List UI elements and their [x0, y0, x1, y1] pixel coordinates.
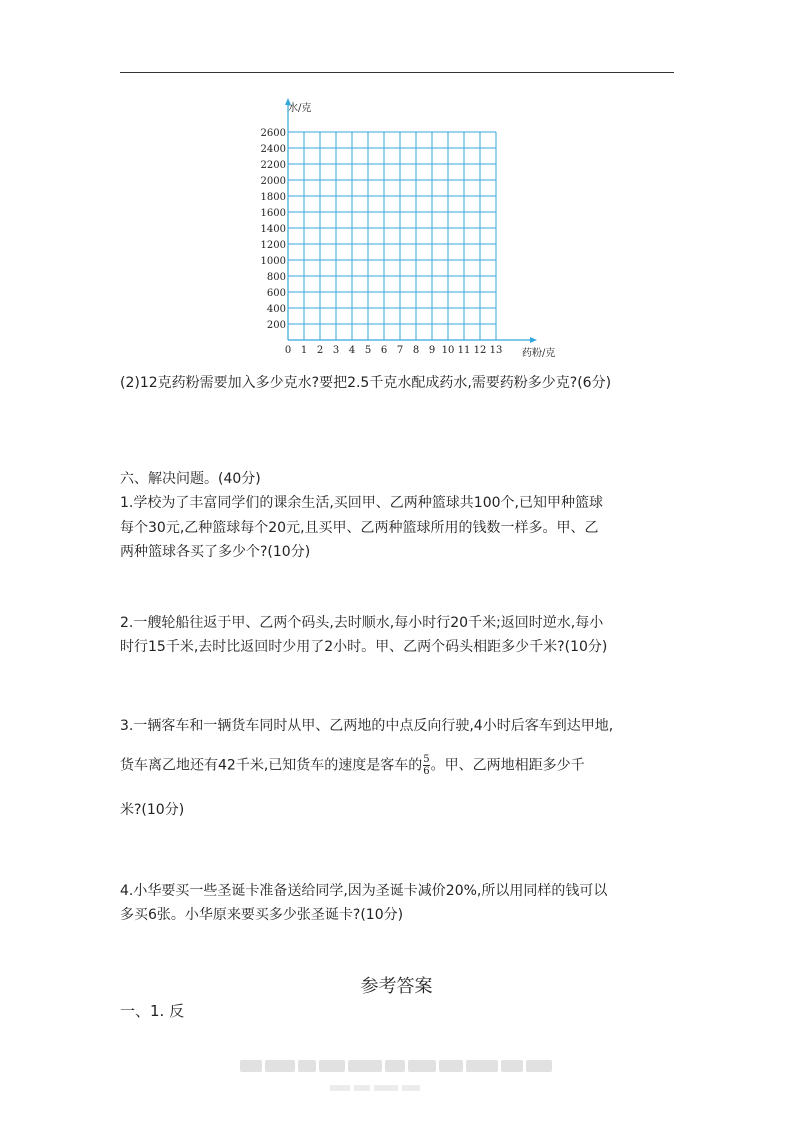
question-3-line-3: 米?(10分)	[120, 802, 185, 818]
y-tick-label: 2000	[260, 176, 286, 187]
axes	[285, 98, 537, 343]
y-tick-label: 1800	[260, 192, 286, 203]
x-tick-label: 5	[364, 345, 372, 356]
question-4-line-1: 4.小华要买一些圣诞卡准备送给同学,因为圣诞卡减价20%,所以用同样的钱可以	[120, 883, 608, 899]
x-tick-label: 0	[284, 345, 292, 356]
x-tick-label: 10	[441, 345, 455, 356]
fraction-numerator: 5	[423, 754, 430, 765]
y-tick-label: 600	[266, 288, 286, 299]
question-1-line-1: 1.学校为了丰富同学们的课余生活,买回甲、乙两种篮球共100个,已知甲种篮球	[120, 495, 603, 511]
question-3-line-2	[120, 754, 585, 777]
x-axis-label: 药粉/克	[522, 348, 556, 359]
top-rule	[120, 72, 674, 73]
question-4-line-2: 多买6张。小华原来要买多少张圣诞卡?(10分)	[120, 907, 404, 923]
y-tick-label: 1000	[260, 256, 286, 267]
section-6-heading: 六、解决问题。(40分)	[120, 471, 261, 487]
question-3-line-1: 3.一辆客车和一辆货车同时从甲、乙两地的中点反向行驶,4小时后客车到达甲地,	[120, 718, 614, 734]
answers-title: 参考答案	[360, 976, 433, 997]
question-1-line-2: 每个30元,乙种篮球每个20元,且买甲、乙两种篮球所用的钱数一样多。甲、乙	[120, 520, 599, 536]
question-1-line-3: 两种篮球各买了多少个?(10分)	[120, 544, 311, 560]
question-2-part: (2)12克药粉需要加入多少克水?要把2.5千克水配成药水,需要药粉多少克?(6分)	[120, 375, 612, 391]
y-tick-label: 200	[266, 320, 286, 331]
x-tick-label: 4	[348, 345, 356, 356]
question-2-line-2: 时行15千米,去时比返回时少用了2小时。甲、乙两个码头相距多少千米?(10分)	[120, 639, 608, 655]
x-tick-label: 12	[473, 345, 487, 356]
y-tick-label: 800	[266, 272, 286, 283]
y-tick-label: 1400	[260, 224, 286, 235]
x-tick-label: 6	[380, 345, 388, 356]
x-tick-label: 7	[396, 345, 404, 356]
fraction-five-sixths	[423, 754, 429, 777]
x-tick-labels	[285, 345, 503, 356]
blurred-footer-subtext	[330, 1076, 470, 1084]
x-tick-label: 11	[457, 345, 471, 356]
x-tick-label: 1	[300, 345, 308, 356]
question-3-line-2-before: 货车离乙地还有42千米,已知货车的速度是客车的	[120, 757, 423, 774]
x-tick-label: 2	[316, 345, 324, 356]
y-tick-label: 1600	[260, 208, 286, 219]
y-tick-label: 2200	[260, 160, 286, 171]
coordinate-grid-chart	[240, 95, 580, 365]
grid-lines	[288, 132, 496, 340]
fraction-denominator: 6	[423, 766, 430, 777]
x-tick-label: 3	[332, 345, 340, 356]
y-tick-label: 2600	[260, 128, 286, 139]
x-axis-arrow	[530, 337, 537, 343]
y-tick-label: 1200	[260, 240, 286, 251]
y-tick-label: 400	[266, 304, 286, 315]
x-tick-label: 8	[412, 345, 420, 356]
y-tick-label: 2400	[260, 144, 286, 155]
x-tick-label: 13	[489, 345, 503, 356]
question-3-line-2-after: 。甲、乙两地相距多少千	[430, 757, 585, 774]
y-axis-label: 水/克	[288, 103, 312, 114]
y-tick-labels	[261, 128, 286, 331]
x-tick-label: 9	[428, 345, 436, 356]
question-2-line-1: 2.一艘轮船往返于甲、乙两个码头,去时顺水,每小时行20千米;返回时逆水,每小	[120, 615, 604, 631]
answers-first-line: 一、1. 反	[120, 1002, 185, 1020]
blurred-footer-text	[240, 1057, 556, 1071]
